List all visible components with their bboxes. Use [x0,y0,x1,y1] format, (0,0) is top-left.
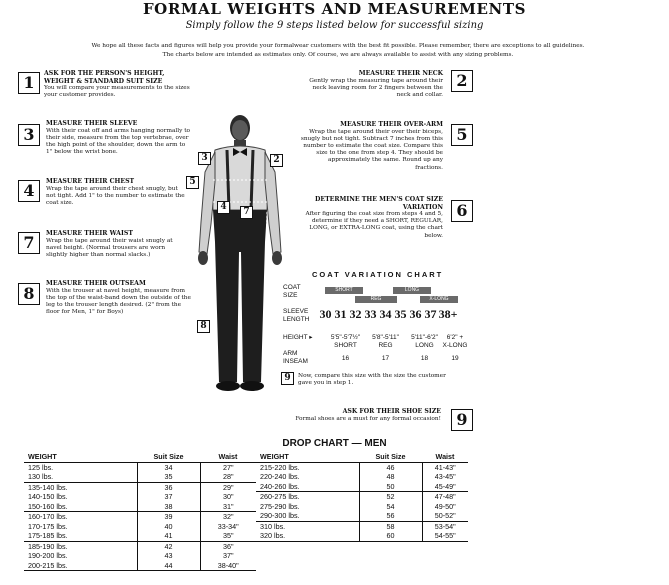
step-5 [300,121,443,172]
coat-size-label: COAT SIZE [283,284,301,299]
sleeve-values [318,307,458,322]
suit-size-cell: 44 [137,561,200,571]
sleeve-38plus: 38+ [438,307,458,321]
suit-size-cell: 36 [137,482,200,492]
suit-size-cell: 56 [359,511,422,521]
weight-cell: 125 lbs. [28,462,54,472]
header-weight-right: WEIGHT [256,452,359,462]
suit-size-cell: 60 [359,531,422,541]
table-row [24,522,256,532]
drop-chart-right-body [256,462,468,541]
height-reg: 5'8"-5'11" [372,334,399,341]
step-5-heading: MEASURE THEIR OVER-ARM [340,121,443,128]
waist-cell: 45-49" [422,482,468,492]
table-row [256,531,468,541]
table-row [24,502,256,512]
coat-bar-reg: REG [355,296,397,303]
step-2-number: 2 [451,70,473,92]
table-row [24,512,256,522]
waist-cell: 54-55" [422,531,468,541]
weight-cell: 320 lbs. [256,531,359,541]
inseam-long: 18 [420,355,429,362]
step-2-body: Gently wrap the measuring tape around their neck leaving room for 2 fingers between the neck and collar. [309,77,443,98]
step-9-body: Formal shoes are a must for any formal occasion! [295,415,441,422]
variation-long: LONG [415,342,434,349]
weight-cell: 290-300 lbs. [256,511,359,521]
header-weight: WEIGHT [24,452,137,462]
sleeve-30: 30 [319,307,332,321]
waist-cell: 36" [200,541,256,551]
step-5-body: Wrap the tape around their over their biceps, snugly but not tight. Subtract 7 inches from this number to estimate the coat size. Compare this size to the one from step 4. They should be approximately the same. Round up any fractions. [300,128,443,171]
figure-marker-7: 7 [240,206,253,219]
variation-xlong: X-LONG [442,342,468,349]
table-row [24,551,256,561]
waist-cell: 43-45" [422,472,468,482]
waist-cell: 53-54" [422,521,468,531]
coat-bar-xlong: X-LONG [420,296,458,303]
header-suit-size-right: Suit Size [359,452,422,462]
table-row [256,482,468,492]
step-1 [44,70,194,99]
suit-size-cell: 41 [137,531,200,541]
waist-cell: 41-43" [422,462,468,472]
figure-marker-3: 3 [198,152,211,165]
step-1-heading: ASK FOR THE PERSON'S HEIGHT, WEIGHT & STANDARD SUIT SIZE [44,70,165,85]
waist-cell: 30" [200,492,256,502]
inseam-xlong: 19 [451,355,459,362]
inseam-short: 16 [341,355,350,362]
step-2-heading: MEASURE THEIR NECK [358,70,443,77]
table-row [24,482,256,492]
height-label-text: HEIGHT [283,334,308,341]
height-xlong: 6'2" + [446,334,464,341]
waist-cell: 33-34" [200,522,256,532]
weight-cell: 150-160 lbs. [24,502,137,512]
step-4 [46,178,186,207]
step-2 [305,70,443,99]
suit-size-cell: 46 [359,462,422,472]
arm-inseam-label: ARM INSEAM [283,350,308,365]
weight-cell: 275-290 lbs. [260,501,300,511]
header-waist: Waist [200,452,256,462]
step-3 [46,120,192,156]
suit-size-cell: 40 [137,522,200,532]
weight-cell: 260-275 lbs. [260,492,300,501]
waist-cell: 37" [200,551,256,561]
page-title: FORMAL WEIGHTS AND MEASUREMENTS [142,0,527,18]
waist-cell: 31" [200,502,256,512]
weight-cell: 215-220 lbs. [260,462,300,472]
variation-reg: REG [378,342,393,349]
coat-chart-title: COAT VARIATION CHART [312,270,444,279]
step-3-heading: MEASURE THEIR SLEEVE [46,120,138,127]
weight-cell: 140-150 lbs. [28,492,68,501]
figure-marker-5: 5 [186,176,199,189]
step-8 [46,280,196,316]
suit-size-cell: 35 [137,472,200,482]
sleeve-length-label: SLEEVE LENGTH [283,308,310,323]
suit-size-cell: 39 [137,512,200,522]
intro-line-1: We hope all these facts and figures will help you provide your formalwear customers with the best fit possible. Please remember, there are exceptions to all guidelines. [91,43,585,49]
step-5-number: 5 [451,124,473,146]
step-6-heading: DETERMINE THE MEN'S COAT SIZE VARIATION [314,196,443,211]
step-6-body: After figuring the coat size from steps 4 and 5, determine if they need a SHORT, REGULAR, LONG, or EXTRA-LONG coat, using the chart below. [305,211,443,239]
step-7 [46,230,186,259]
waist-cell: 27" [200,462,256,472]
step-1-body: You will compare your measurements to the sizes your customer provides. [44,85,190,99]
table-row [256,511,468,521]
table-row [24,531,256,541]
step-1-number: 1 [18,72,40,94]
suit-size-cell: 58 [359,521,422,531]
header-suit-size: Suit Size [137,452,200,462]
waist-cell: 32" [200,512,256,522]
step-9-note: Now, compare this size with the size the customer gave you in step 1. [298,373,446,387]
coat-bar-long: LONG [393,287,431,294]
step-3-number: 3 [18,124,40,146]
step-4-number: 4 [18,180,40,202]
table-row [256,492,468,502]
weight-cell: 190-200 lbs. [28,551,68,560]
sleeve-35: 35 [394,307,407,321]
weight-cell: 310 lbs. [260,521,286,531]
step-6-number: 6 [451,200,473,222]
figure-marker-4: 4 [217,201,230,214]
sleeve-34: 34 [379,307,392,321]
sleeve-33: 33 [364,307,377,321]
sleeve-31: 31 [334,307,347,321]
table-row [24,541,256,551]
waist-cell: 47-48" [422,492,468,502]
step-7-number: 7 [18,232,40,254]
intro-line-2: The charts below are intended as estimates only. Of course, we are always available to assist with any sizing problems. [162,51,514,58]
step-3-body: With their coat off and arms hanging normally to their side, measure from the top vertebrae, over the high point of the shoulder, down the arm to 1" below the wrist bone. [46,127,191,156]
sleeve-36: 36 [409,307,422,321]
weight-cell: 220-240 lbs. [260,472,300,481]
waist-cell: 29" [200,482,256,492]
table-row [24,472,256,482]
suit-size-cell: 38 [137,502,200,512]
page-subtitle: Simply follow the 9 steps listed below for successful sizing [185,20,484,31]
waist-cell: 49-50" [422,502,468,512]
suit-size-cell: 42 [137,541,200,551]
suit-size-cell: 34 [137,462,200,472]
step-4-heading: MEASURE THEIR CHEST [46,178,135,185]
step-8-number: 8 [18,283,40,305]
step-8-heading: MEASURE THEIR OUTSEAM [46,280,146,287]
sleeve-32: 32 [349,307,362,321]
suit-size-cell: 52 [359,492,422,502]
step-4-body: Wrap the tape around their chest snugly, but not tight. Add 1" to the number to estimate the coat size. [46,185,185,206]
suit-size-cell: 48 [359,472,422,482]
step-7-heading: MEASURE THEIR WAIST [46,230,133,237]
step-8-body: With the trouser at navel height, measure from the top of the waist-band down the outside of the leg to the trouser length desired. (2" from the floor for Men, 1" for Boys) [46,287,191,316]
variation-short: SHORT [334,342,357,349]
height-label: HEIGHT ▸ [283,334,313,341]
table-row [256,472,468,482]
drop-chart-right-table [256,452,468,542]
weight-cell: 175-185 lbs. [24,531,137,541]
table-row [256,502,468,512]
weight-cell: 240-260 lbs. [256,482,359,492]
intro-text [18,42,658,59]
step-7-body: Wrap the tape around their waist snugly at navel height. (Normal trousers are worn slightly higher than normal slacks.) [46,237,173,258]
suit-size-cell: 37 [137,492,200,502]
weight-cell: 185-190 lbs. [28,541,68,551]
waist-cell: 28" [200,472,256,482]
figure-marker-8: 8 [197,320,210,333]
sleeve-37: 37 [424,307,437,321]
table-row [24,492,256,502]
table-row [24,462,256,472]
coat-bar-short: SHORT [325,287,363,294]
figure-marker-2: 2 [270,154,283,167]
height-short: 5'5"-5'7½" [330,334,361,341]
inseam-reg: 17 [381,355,390,362]
weight-cell: 135-140 lbs. [28,482,68,492]
weight-cell: 160-170 lbs. [28,512,68,521]
table-row [256,521,468,531]
step-6 [305,196,443,240]
suit-size-cell: 43 [137,551,200,561]
weight-cell: 130 lbs. [24,472,137,482]
step-9-heading: ASK FOR THEIR SHOE SIZE [342,408,441,415]
drop-chart-left-body [24,462,256,571]
drop-chart-left-table [24,452,256,571]
waist-cell: 38-40" [200,561,256,571]
step-9-number: 9 [451,409,473,431]
table-row [24,561,256,571]
weight-cell: 200-215 lbs. [24,561,137,571]
waist-cell: 50-52" [422,511,468,521]
height-long: 5'11"-6'2" [411,334,438,341]
table-row [256,462,468,472]
weight-cell: 170-175 lbs. [28,521,68,531]
figure-marker-9: 9 [281,372,294,385]
header-waist-right: Waist [422,452,468,462]
suit-size-cell: 54 [359,502,422,512]
waist-cell: 35" [200,531,256,541]
drop-chart-title: DROP CHART — MEN [282,438,387,449]
suit-size-cell: 50 [359,482,422,492]
